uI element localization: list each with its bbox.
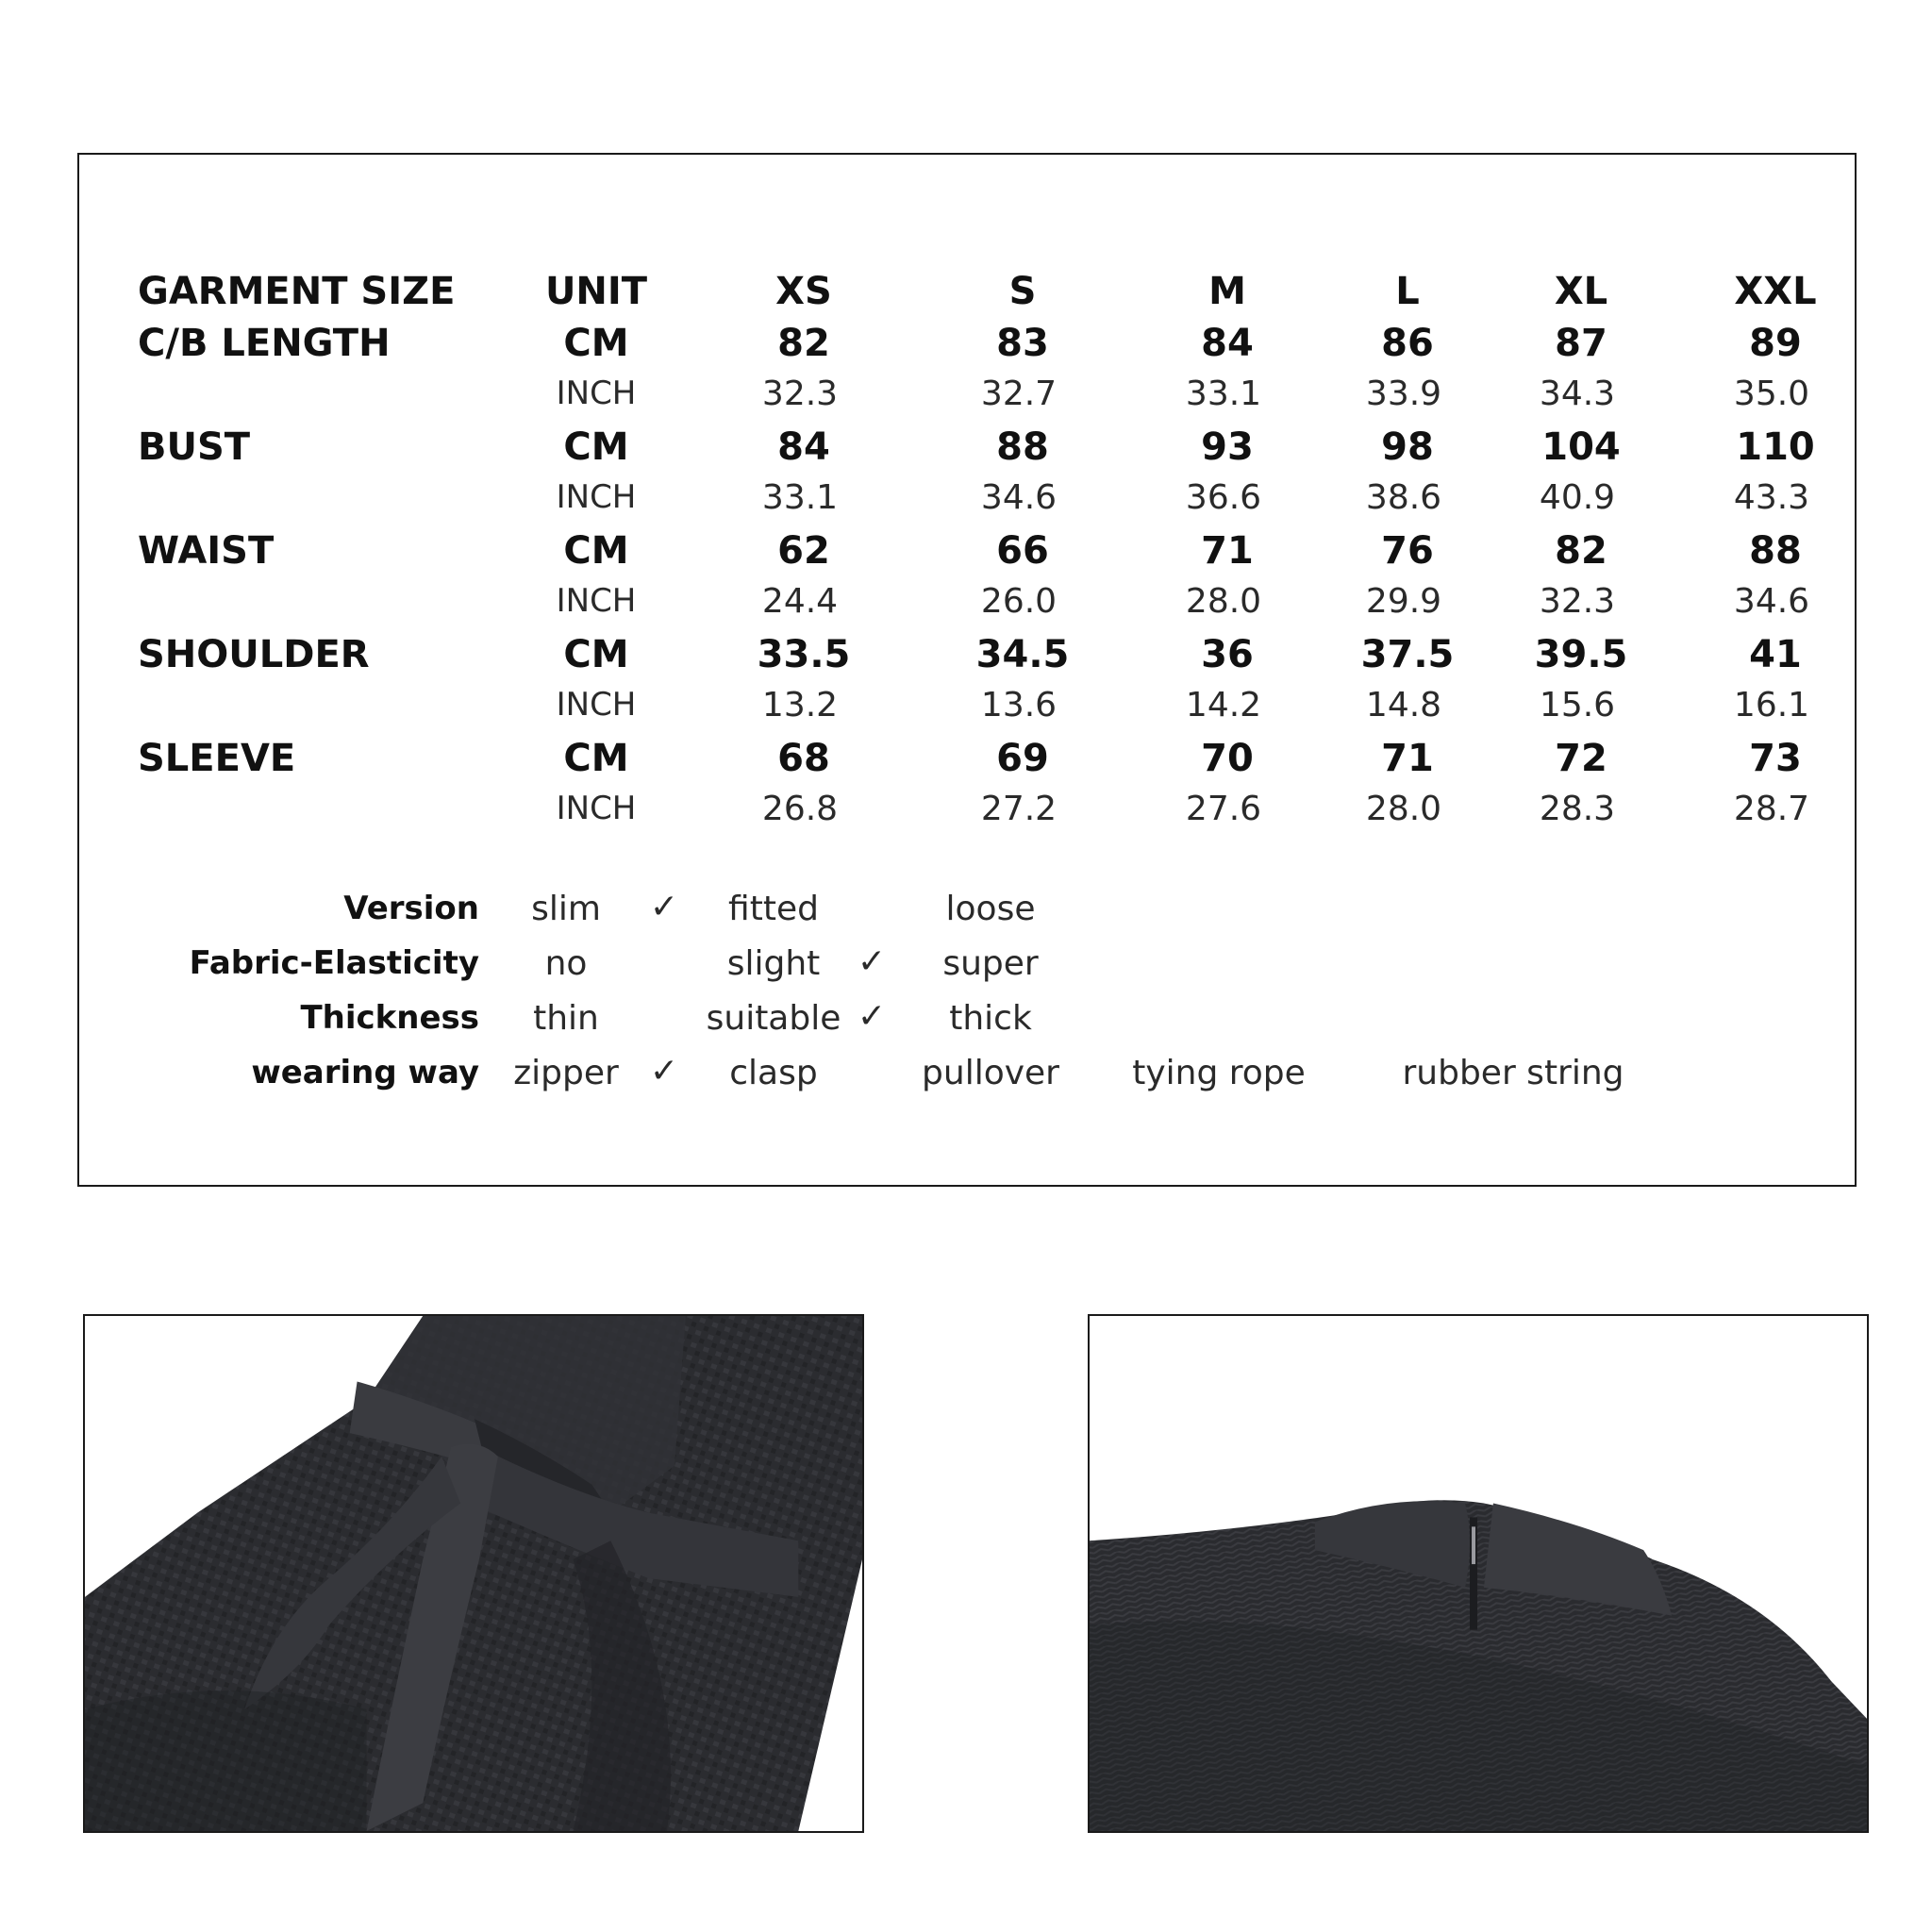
inch-value-c-b-length-xs: 32.3 — [761, 375, 839, 413]
attribute-option-zipper: zipper — [513, 1054, 619, 1092]
cm-value-waist-l: 76 — [1381, 529, 1434, 573]
inch-value-waist-s: 26.0 — [980, 582, 1058, 621]
inch-value-bust-xl: 40.9 — [1539, 478, 1616, 517]
attribute-option-tying-rope: tying rope — [1132, 1054, 1306, 1092]
inch-value-shoulder-l: 14.8 — [1365, 686, 1442, 724]
header-size-xl: XL — [1554, 270, 1608, 313]
cm-value-bust-xl: 104 — [1541, 425, 1621, 469]
cm-value-c-b-length-l: 86 — [1381, 322, 1434, 365]
cm-value-bust-l: 98 — [1381, 425, 1434, 469]
cm-value-shoulder-xl: 39.5 — [1534, 633, 1628, 676]
cm-value-sleeve-s: 69 — [996, 737, 1049, 780]
inch-value-waist-m: 28.0 — [1185, 582, 1262, 621]
inch-value-shoulder-xs: 13.2 — [761, 686, 839, 724]
cm-value-waist-xxl: 88 — [1749, 529, 1802, 573]
inch-value-bust-xxl: 43.3 — [1733, 478, 1810, 517]
cm-value-waist-s: 66 — [996, 529, 1049, 573]
inch-value-bust-s: 34.6 — [980, 478, 1058, 517]
inch-value-sleeve-xs: 26.8 — [761, 790, 839, 828]
inch-value-bust-l: 38.6 — [1365, 478, 1442, 517]
inch-value-waist-l: 29.9 — [1365, 582, 1442, 621]
inch-value-sleeve-s: 27.2 — [980, 790, 1058, 828]
collar-zipper-detail-photo — [1088, 1314, 1869, 1833]
header-size-s: S — [1008, 270, 1037, 313]
inch-value-shoulder-s: 13.6 — [980, 686, 1058, 724]
unit-inch: INCH — [556, 375, 637, 412]
attribute-label-thickness: Thickness — [300, 999, 479, 1037]
header-size-xxl: XXL — [1734, 270, 1817, 313]
cm-value-c-b-length-s: 83 — [996, 322, 1049, 365]
unit-cm: CM — [563, 425, 629, 469]
inch-value-waist-xxl: 34.6 — [1733, 582, 1810, 621]
inch-value-c-b-length-m: 33.1 — [1185, 375, 1262, 413]
attribute-option-slim: slim — [531, 890, 601, 928]
cm-value-shoulder-m: 36 — [1201, 633, 1254, 676]
inch-value-sleeve-xl: 28.3 — [1539, 790, 1616, 828]
attribute-option-super: super — [942, 944, 1039, 983]
header-size-l: L — [1395, 270, 1420, 313]
cm-value-sleeve-xs: 68 — [777, 737, 830, 780]
check-mark-icon: ✓ — [649, 888, 679, 926]
check-mark-icon: ✓ — [857, 942, 887, 981]
cm-value-sleeve-xxl: 73 — [1749, 737, 1802, 780]
size-table — [79, 155, 1855, 1185]
inch-value-bust-m: 36.6 — [1185, 478, 1262, 517]
cm-value-c-b-length-xs: 82 — [777, 322, 830, 365]
inch-value-c-b-length-xxl: 35.0 — [1733, 375, 1810, 413]
unit-inch: INCH — [556, 686, 637, 724]
attribute-option-thick: thick — [949, 999, 1032, 1038]
attribute-option-suitable: suitable — [706, 999, 841, 1038]
header-size-m: M — [1208, 270, 1246, 313]
attribute-label-fabric-elasticity: Fabric-Elasticity — [189, 944, 479, 982]
inch-value-bust-xs: 33.1 — [761, 478, 839, 517]
attribute-option-loose: loose — [945, 890, 1036, 928]
inch-value-sleeve-m: 27.6 — [1185, 790, 1262, 828]
row-label-waist: WAIST — [138, 529, 275, 573]
cm-value-waist-m: 71 — [1201, 529, 1254, 573]
unit-inch: INCH — [556, 478, 637, 516]
check-mark-icon: ✓ — [857, 997, 887, 1036]
unit-cm: CM — [563, 633, 629, 676]
cm-value-shoulder-xxl: 41 — [1749, 633, 1802, 676]
cm-value-c-b-length-m: 84 — [1201, 322, 1254, 365]
inch-value-shoulder-xxl: 16.1 — [1733, 686, 1810, 724]
cm-value-shoulder-s: 34.5 — [975, 633, 1070, 676]
cm-value-bust-m: 93 — [1201, 425, 1254, 469]
inch-value-waist-xs: 24.4 — [761, 582, 839, 621]
size-chart-panel — [77, 153, 1857, 1187]
attribute-option-thin: thin — [533, 999, 599, 1038]
inch-value-shoulder-m: 14.2 — [1185, 686, 1262, 724]
attribute-option-fitted: fitted — [728, 890, 819, 928]
inch-value-sleeve-l: 28.0 — [1365, 790, 1442, 828]
cm-value-bust-xs: 84 — [777, 425, 830, 469]
inch-value-c-b-length-l: 33.9 — [1365, 375, 1442, 413]
header-garment-size: GARMENT SIZE — [138, 270, 456, 313]
attribute-label-wearing-way: wearing way — [251, 1054, 479, 1091]
attribute-option-pullover: pullover — [922, 1054, 1059, 1092]
cm-value-bust-s: 88 — [996, 425, 1049, 469]
row-label-bust: BUST — [138, 425, 251, 469]
check-mark-icon: ✓ — [649, 1052, 679, 1091]
cm-value-shoulder-xs: 33.5 — [757, 633, 851, 676]
inch-value-shoulder-xl: 15.6 — [1539, 686, 1616, 724]
row-label-c-b-length: C/B LENGTH — [138, 322, 391, 365]
row-label-shoulder: SHOULDER — [138, 633, 370, 676]
inch-value-waist-xl: 32.3 — [1539, 582, 1616, 621]
belt-tie-detail-photo — [83, 1314, 864, 1833]
cm-value-waist-xl: 82 — [1555, 529, 1607, 573]
cm-value-waist-xs: 62 — [777, 529, 830, 573]
cm-value-c-b-length-xl: 87 — [1555, 322, 1607, 365]
unit-inch: INCH — [556, 790, 637, 827]
inch-value-c-b-length-xl: 34.3 — [1539, 375, 1616, 413]
attribute-option-no: no — [544, 944, 588, 983]
unit-inch: INCH — [556, 582, 637, 620]
cm-value-sleeve-l: 71 — [1381, 737, 1434, 780]
header-unit: UNIT — [544, 270, 648, 313]
unit-cm: CM — [563, 737, 629, 780]
cm-value-bust-xxl: 110 — [1736, 425, 1815, 469]
cm-value-c-b-length-xxl: 89 — [1749, 322, 1802, 365]
attribute-option-slight: slight — [726, 944, 821, 983]
cm-value-sleeve-m: 70 — [1201, 737, 1254, 780]
unit-cm: CM — [563, 529, 629, 573]
attribute-label-version: Version — [343, 890, 479, 927]
cm-value-sleeve-xl: 72 — [1555, 737, 1607, 780]
inch-value-sleeve-xxl: 28.7 — [1733, 790, 1810, 828]
attribute-option-rubber-string: rubber string — [1402, 1054, 1624, 1092]
header-size-xs: XS — [775, 270, 832, 313]
row-label-sleeve: SLEEVE — [138, 737, 296, 780]
unit-cm: CM — [563, 322, 629, 365]
inch-value-c-b-length-s: 32.7 — [980, 375, 1058, 413]
cm-value-shoulder-l: 37.5 — [1360, 633, 1455, 676]
attribute-option-clasp: clasp — [729, 1054, 818, 1092]
